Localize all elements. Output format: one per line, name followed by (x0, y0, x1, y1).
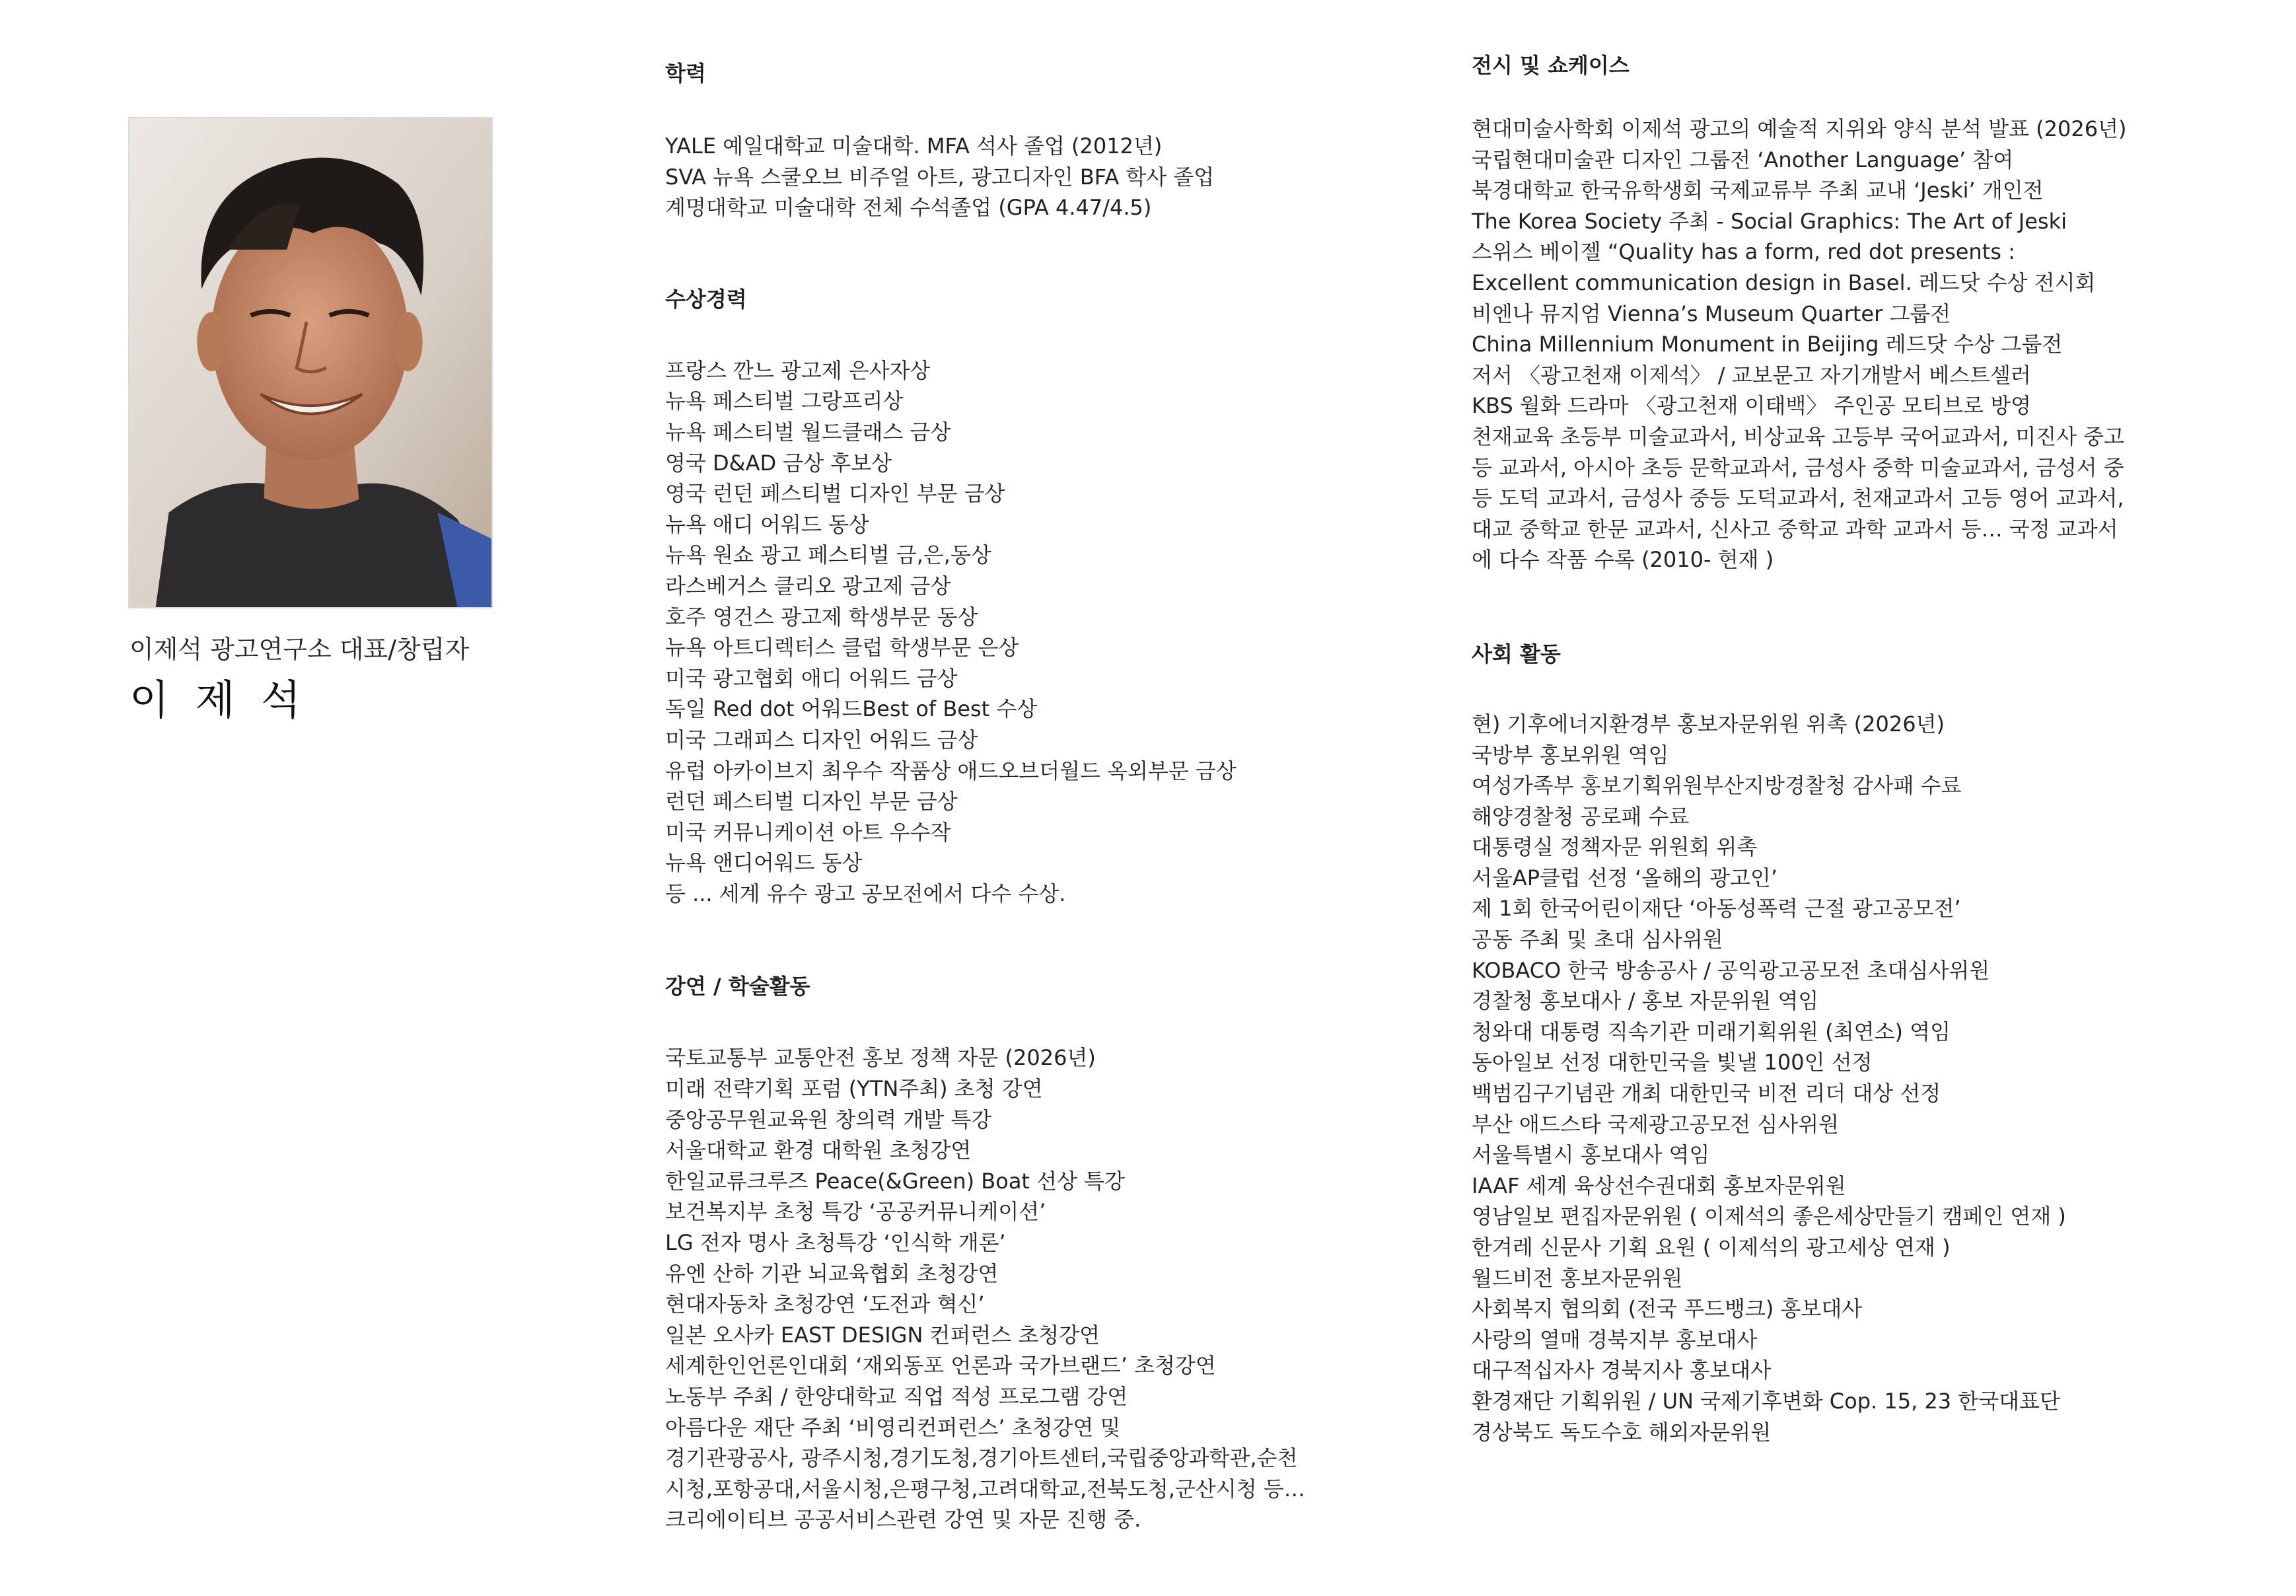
social-item: 월드비전 홍보자문위원 (1472, 1265, 1683, 1291)
lecture-item: 경기관광공사, 광주시청,경기도청,경기아트센터,국립중앙과학관,순천 (665, 1445, 1298, 1471)
exhibition-item: Excellent communication design in Basel. 레드닷 수상 전시회 (1472, 270, 2096, 295)
award-item: 등 ... 세계 유수 광고 공모전에서 다수 수상. (665, 881, 1066, 906)
lecture-item: 크리에이티브 공공서비스관련 강연 및 자문 진행 중. (665, 1507, 1141, 1533)
education-item: SVA 뉴욕 스쿨오브 비주얼 아트, 광고디자인 BFA 학사 졸업 (665, 164, 1215, 190)
social-item: KOBACO 한국 방송공사 / 공익광고공모전 초대심사위원 (1472, 957, 1990, 983)
social-heading: 사회 활동 (1472, 641, 1561, 667)
social-item: 영남일보 편집자문위원 ( 이제석의 좋은세상만들기 캠페인 연재 ) (1472, 1204, 2066, 1229)
lecture-item: 현대자동차 초청강연 ‘도전과 혁신’ (665, 1291, 985, 1317)
profile-name: 이 제 석 (129, 676, 308, 724)
lecture-item: 아름다운 재단 주최 ‘비영리컨퍼런스’ 초청강연 및 (665, 1414, 1121, 1440)
right-column (1472, 50, 2185, 1447)
exhibition-item: 국립현대미술관 디자인 그룹전 ‘Another Language’ 참여 (1472, 147, 2014, 172)
education-item: YALE 예일대학교 미술대학. MFA 석사 졸업 (2012년) (665, 133, 1163, 159)
social-list (1472, 709, 2185, 1447)
lecture-item: 노동부 주최 / 한양대학교 직업 적성 프로그램 강연 (665, 1384, 1128, 1409)
exhibitions-list (1472, 114, 2185, 575)
social-item: 부산 애드스타 국제광고공모전 심사위원 (1472, 1111, 1840, 1137)
exhibition-item: 저서 〈광고천재 이제석〉 / 교보문고 자기개발서 베스트셀러 (1472, 362, 2031, 388)
social-item: 여성가족부 홍보기획위원부산지방경찰청 감사패 수료 (1472, 773, 1962, 799)
lecture-item: 보건복지부 초청 특강 ‘공공커뮤니케이션’ (665, 1199, 1046, 1225)
social-item: 제 1회 한국어린이재단 ‘아동성폭력 근절 광고공모전’ (1472, 896, 1961, 922)
lecture-item: 중앙공무원교육원 창의력 개발 특강 (665, 1106, 992, 1132)
education-item: 계명대학교 미술대학 전체 수석졸업 (GPA 4.47/4.5) (665, 195, 1152, 221)
exhibition-item: 등 도덕 교과서, 금성사 중등 도덕교과서, 천재교과서 고등 영어 교과서, (1472, 486, 2124, 511)
social-item: IAAF 세계 육상선수권대회 홍보자문위원 (1472, 1173, 1846, 1198)
middle-column (665, 58, 1326, 1535)
award-item: 뉴욕 아트디렉터스 클럽 학생부문 은상 (665, 635, 1019, 661)
exhibition-item: 북경대학교 한국유학생회 국제교류부 주최 교내 ‘Jeski’ 개인전 (1472, 178, 2044, 203)
social-item: 국방부 홍보위원 역임 (1472, 742, 1669, 768)
profile-title: 이제석 광고연구소 대표/창립자 (129, 635, 470, 664)
lecture-item: 시청,포항공대,서울시청,은평구청,고려대학교,전북도청,군산시청 등… (665, 1476, 1305, 1502)
exhibition-item: China Millennium Monument in Beijing 레드닷 수상 그룹전 (1472, 332, 2063, 357)
award-item: 호주 영건스 광고제 학생부문 동상 (665, 604, 978, 630)
award-item: 미국 광고협회 애디 어워드 금상 (665, 665, 958, 691)
award-item: 라스베거스 클리오 광고제 금상 (665, 573, 951, 598)
exhibition-item: 천재교육 초등부 미술교과서, 비상교육 고등부 국어교과서, 미진사 중고 (1472, 423, 2124, 449)
social-item: 해양경찰청 공로패 수료 (1472, 803, 1690, 829)
lecture-item: 국토교통부 교통안전 홍보 정책 자문 (2026년) (665, 1045, 1096, 1071)
exhibition-item: 비엔나 뮤지엄 Vienna’s Museum Quarter 그룹전 (1472, 301, 1951, 326)
social-item: 동아일보 선정 대한민국을 빛낼 100인 선정 (1472, 1050, 1873, 1075)
award-item: 독일 Red dot 어워드Best of Best 수상 (665, 696, 1038, 722)
exhibitions-heading: 전시 및 쇼케이스 (1472, 53, 1630, 78)
social-item: 대구적십자사 경북지사 홍보대사 (1472, 1358, 1772, 1383)
award-item: 뉴욕 페스티벌 월드클래스 금상 (665, 419, 951, 445)
social-item: 환경재단 기획위원 / UN 국제기후변화 Cop. 15, 23 한국대표단 (1472, 1388, 2060, 1414)
social-item: 백범김구기념관 개최 대한민국 비전 리더 대상 선정 (1472, 1081, 1941, 1106)
portrait-illustration (129, 118, 491, 607)
social-item: 경상북도 독도수호 해외자문위원 (1472, 1419, 1772, 1445)
exhibition-item: KBS 월화 드라마 〈광고천재 이태백〉 주인공 모티브로 방영 (1472, 393, 2032, 419)
lectures-list (665, 1042, 1326, 1535)
lecture-item: 서울대학교 환경 대학원 초청강연 (665, 1138, 972, 1163)
award-item: 영국 런던 페스티벌 디자인 부문 금상 (665, 481, 1005, 507)
social-item: 한겨레 신문사 기획 요원 ( 이제석의 광고세상 연재 ) (1472, 1235, 1951, 1260)
lecture-item: 미래 전략기획 포럼 (YTN주최) 초청 강연 (665, 1076, 1043, 1102)
lectures-heading: 강연 / 학술활동 (665, 974, 810, 999)
profile-photo (128, 117, 493, 608)
exhibition-item: 스위스 베이젤 “Quality has a form, red dot presents : (1472, 239, 2015, 265)
awards-heading: 수상경력 (665, 286, 747, 312)
exhibition-item: 등 교과서, 아시아 초등 문학교과서, 금성사 중학 미술교과서, 금성서 중 (1472, 454, 2124, 480)
lecture-item: 유엔 산하 기관 뇌교육협회 초청강연 (665, 1260, 999, 1286)
award-item: 뉴욕 원쇼 광고 페스티벌 금,은,동상 (665, 542, 991, 568)
social-item: 청와대 대통령 직속기관 미래기획위원 (최연소) 역임 (1472, 1019, 1951, 1044)
education-list (665, 131, 1326, 223)
social-item: 서울AP클럽 선정 ‘올해의 광고인’ (1472, 865, 1777, 890)
social-item: 경찰청 홍보대사 / 홍보 자문위원 역임 (1472, 988, 1819, 1014)
social-item: 대통령실 정책자문 위원회 위촉 (1472, 834, 1758, 860)
award-item: 유럽 아카이브지 최우수 작품상 애드오브더월드 옥외부문 금상 (665, 758, 1237, 783)
exhibition-item: 대교 중학교 한문 교과서, 신사고 중학교 과학 교과서 등… 국정 교과서 (1472, 516, 2118, 542)
award-item: 뉴욕 페스티벌 그랑프리상 (665, 388, 904, 414)
lecture-item: 일본 오사카 EAST DESIGN 컨퍼런스 초청강연 (665, 1322, 1100, 1348)
lecture-item: 한일교류크루즈 Peace(&Green) Boat 선상 특강 (665, 1168, 1125, 1194)
lecture-item: LG 전자 명사 초청특강 ‘인식학 개론’ (665, 1230, 1006, 1256)
exhibition-item: 에 다수 작품 수록 (2010- 현재 ) (1472, 547, 1774, 573)
exhibition-item: The Korea Society 주최 - Social Graphics: The Art of Jeski (1472, 208, 2067, 234)
exhibition-item: 현대미술사학회 이제석 광고의 예술적 지위와 양식 분석 발표 (2026년) (1472, 116, 2127, 141)
social-item: 서울특별시 홍보대사 역임 (1472, 1142, 1710, 1168)
education-heading: 학력 (665, 61, 706, 86)
social-item: 사랑의 열매 경북지부 홍보대사 (1472, 1326, 1758, 1352)
lecture-item: 세계한인언론인대회 ‘재외동포 언론과 국가브랜드’ 초청강연 (665, 1353, 1216, 1379)
social-item: 공동 주최 및 초대 심사위원 (1472, 927, 1723, 953)
award-item: 프랑스 깐느 광고제 은사자상 (665, 357, 931, 383)
award-item: 뉴욕 앤디어워드 동상 (665, 850, 863, 876)
award-item: 런던 페스티벌 디자인 부문 금상 (665, 789, 958, 815)
social-item: 사회복지 협의회 (전국 푸드뱅크) 홍보대사 (1472, 1296, 1863, 1322)
social-item: 현) 기후에너지환경부 홍보자문위원 위촉 (2026년) (1472, 711, 1945, 737)
award-item: 미국 커뮤니케이션 아트 우수작 (665, 819, 951, 845)
award-item: 영국 D&AD 금상 후보상 (665, 450, 892, 476)
awards-list (665, 355, 1326, 910)
award-item: 미국 그래피스 디자인 어워드 금상 (665, 727, 978, 752)
award-item: 뉴욕 애디 어워드 동상 (665, 511, 869, 537)
